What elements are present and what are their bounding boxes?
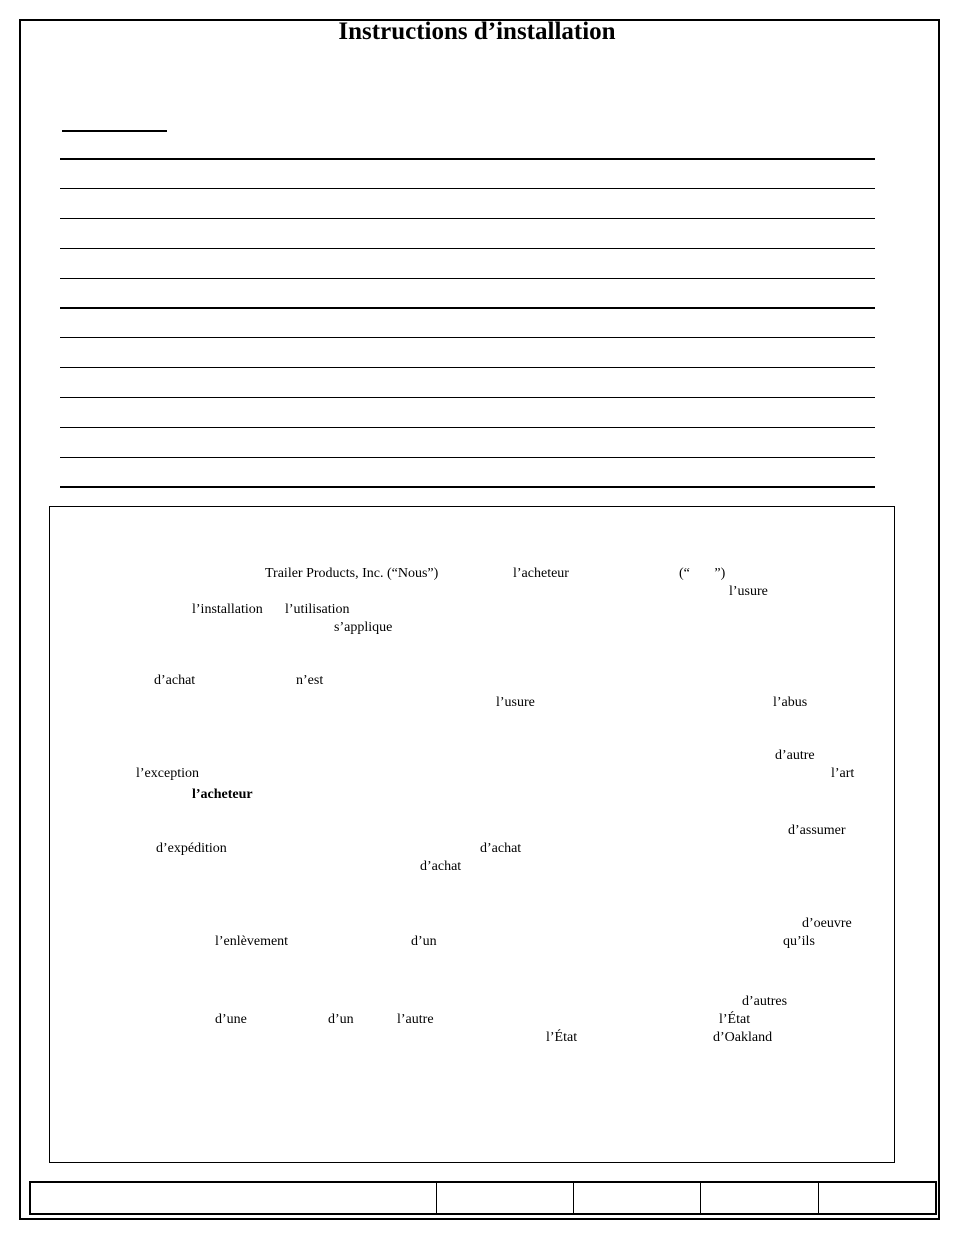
writing-line (60, 158, 875, 160)
warranty-fragment: d’achat (154, 673, 196, 688)
warranty-fragment: d’un (411, 934, 437, 949)
warranty-fragment: l’usure (729, 584, 768, 599)
writing-line (60, 457, 875, 458)
warranty-fragment: d’expédition (156, 841, 227, 856)
warranty-fragment: d’une (215, 1012, 247, 1027)
warranty-box (49, 506, 895, 1163)
warranty-fragment: l’acheteur (192, 787, 253, 802)
warranty-fragment: Trailer Products, Inc. (“Nous”) (265, 566, 439, 581)
writing-line (60, 337, 875, 338)
warranty-fragment: l’État (546, 1030, 578, 1045)
writing-line (60, 248, 875, 249)
footer-cell-divider (573, 1183, 574, 1213)
warranty-fragment: n’est (296, 673, 324, 688)
warranty-fragment: qu’ils (783, 934, 815, 949)
writing-line (60, 397, 875, 398)
writing-line (60, 367, 875, 368)
footer-cell-divider (436, 1183, 437, 1213)
footer-cell-divider (700, 1183, 701, 1213)
warranty-fragment: d’un (328, 1012, 354, 1027)
page-title: Instructions d’installation (338, 18, 616, 45)
warranty-fragment: s’applique (334, 620, 393, 635)
writing-line (60, 188, 875, 189)
warranty-fragment: l’exception (136, 766, 199, 781)
writing-line (60, 427, 875, 428)
warranty-fragment: d’autre (775, 748, 815, 763)
warranty-fragment: (“ ”) (679, 566, 726, 581)
writing-line (60, 486, 875, 488)
writing-line (60, 278, 875, 279)
warranty-fragment: d’assumer (788, 823, 846, 838)
warranty-fragment: d’autres (742, 994, 788, 1009)
warranty-fragment: l’usure (496, 695, 535, 710)
warranty-fragment: d’achat (480, 841, 522, 856)
warranty-fragment: d’achat (420, 859, 462, 874)
warranty-fragment: l’État (719, 1012, 751, 1027)
warranty-fragment: l’abus (773, 695, 808, 710)
warranty-fragment: d’Oakland (713, 1030, 773, 1045)
warranty-fragment: d’oeuvre (802, 916, 852, 931)
warranty-fragment: l’art (831, 766, 855, 781)
warranty-fragment: l’autre (397, 1012, 434, 1027)
heading-underline (62, 130, 167, 132)
writing-line (60, 307, 875, 309)
warranty-fragment: l’utilisation (285, 602, 350, 617)
warranty-fragment: l’acheteur (513, 566, 569, 581)
footer-cell-divider (818, 1183, 819, 1213)
writing-line (60, 218, 875, 219)
warranty-fragment: l’installation (192, 602, 263, 617)
footer-table (29, 1181, 937, 1215)
warranty-fragment: l’enlèvement (215, 934, 289, 949)
